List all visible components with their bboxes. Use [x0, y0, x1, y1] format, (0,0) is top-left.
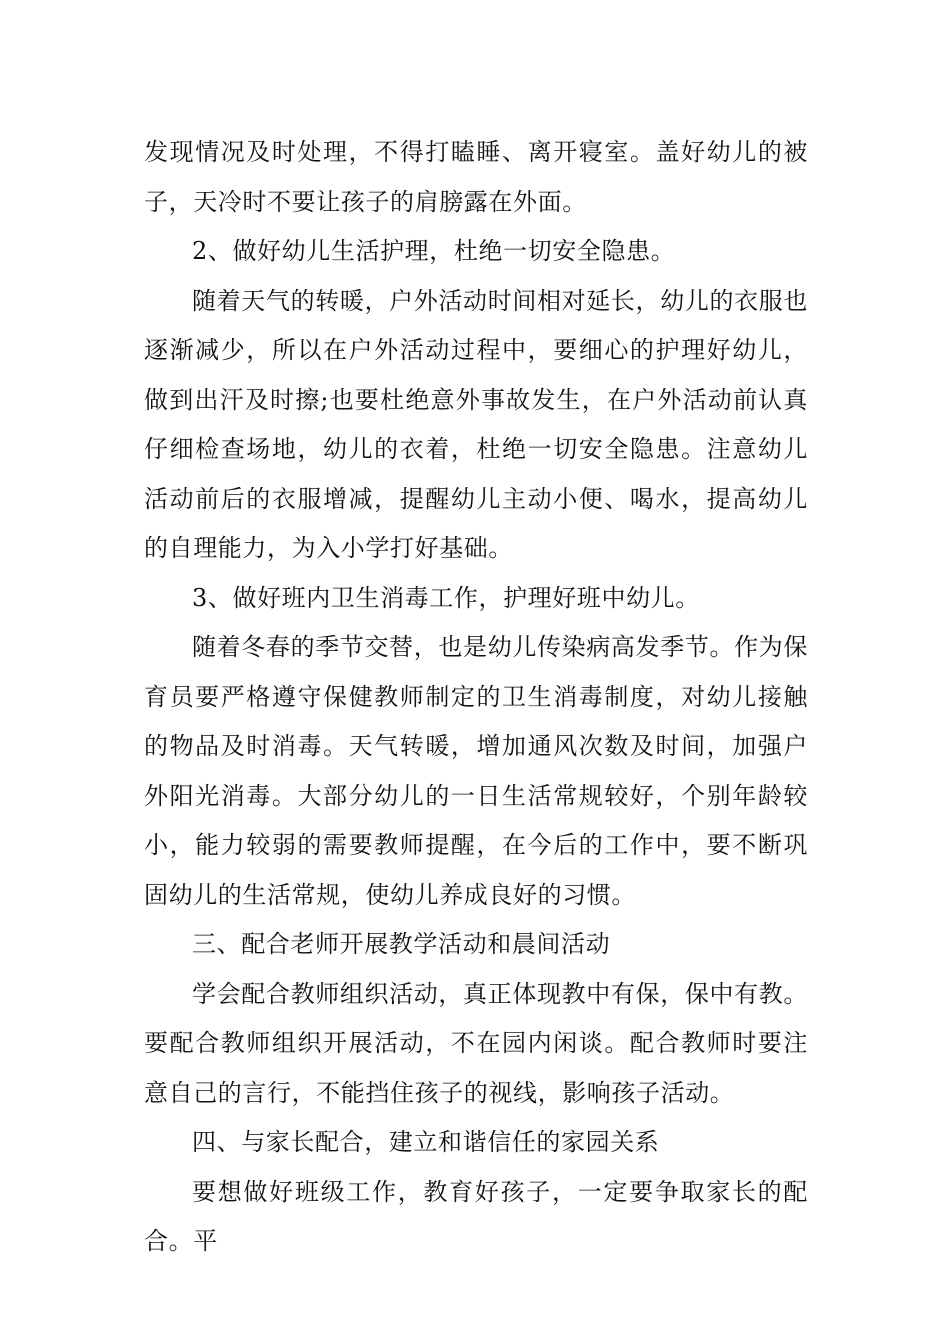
paragraph-1: 发现情况及时处理，不得打瞌睡、离开寝室。盖好幼儿的被子，天冷时不要让孩子的肩膀露在外面。 — [144, 138, 808, 216]
paragraph-7: 要想做好班级工作，教育好孩子，一定要争取家长的配合。平 — [144, 1177, 808, 1255]
paragraph-4: 3、做好班内卫生消毒工作，护理好班中幼儿。 — [192, 583, 700, 612]
paragraph-3: 随着天气的转暖，户外活动时间相对延长，幼儿的衣服也逐渐减少，所以在户外活动过程中，要细心的护理好幼儿，做到出汗及时擦;也要杜绝意外事故发生，在户外活动前认真仔细检查场地，幼儿的衣着，杜绝一切安全隐患。注意幼儿活动前后的衣服增减，提醒幼儿主动小便、喝水，提高幼儿的自理能力，为入小学打好基础。 — [144, 286, 808, 562]
section-heading-3: 三、配合老师开展教学活动和晨间活动 — [192, 930, 611, 958]
section-heading-4: 四、与家长配合，建立和谐信任的家园关系 — [192, 1128, 660, 1156]
paragraph-5: 随着冬春的季节交替，也是幼儿传染病高发季节。作为保育员要严格遵守保健教师制定的卫生消毒制度，对幼儿接触的物品及时消毒。天气转暖，增加通风次数及时间，加强户外阳光消毒。大部分幼儿的一日生活常规较好，个别年龄较小，能力较弱的需要教师提醒，在今后的工作中，要不断巩固幼儿的生活常规，使幼儿养成良好的习惯。 — [144, 633, 808, 909]
paragraph-2: 2、做好幼儿生活护理，杜绝一切安全隐患。 — [192, 237, 676, 265]
paragraph-6: 学会配合教师组织活动，真正体现教中有保，保中有教。要配合教师组织开展活动，不在园内闲谈。配合教师时要注意自己的言行，不能挡住孩子的视线，影响孩子活动。 — [144, 979, 808, 1107]
document-body — [144, 128, 808, 1267]
